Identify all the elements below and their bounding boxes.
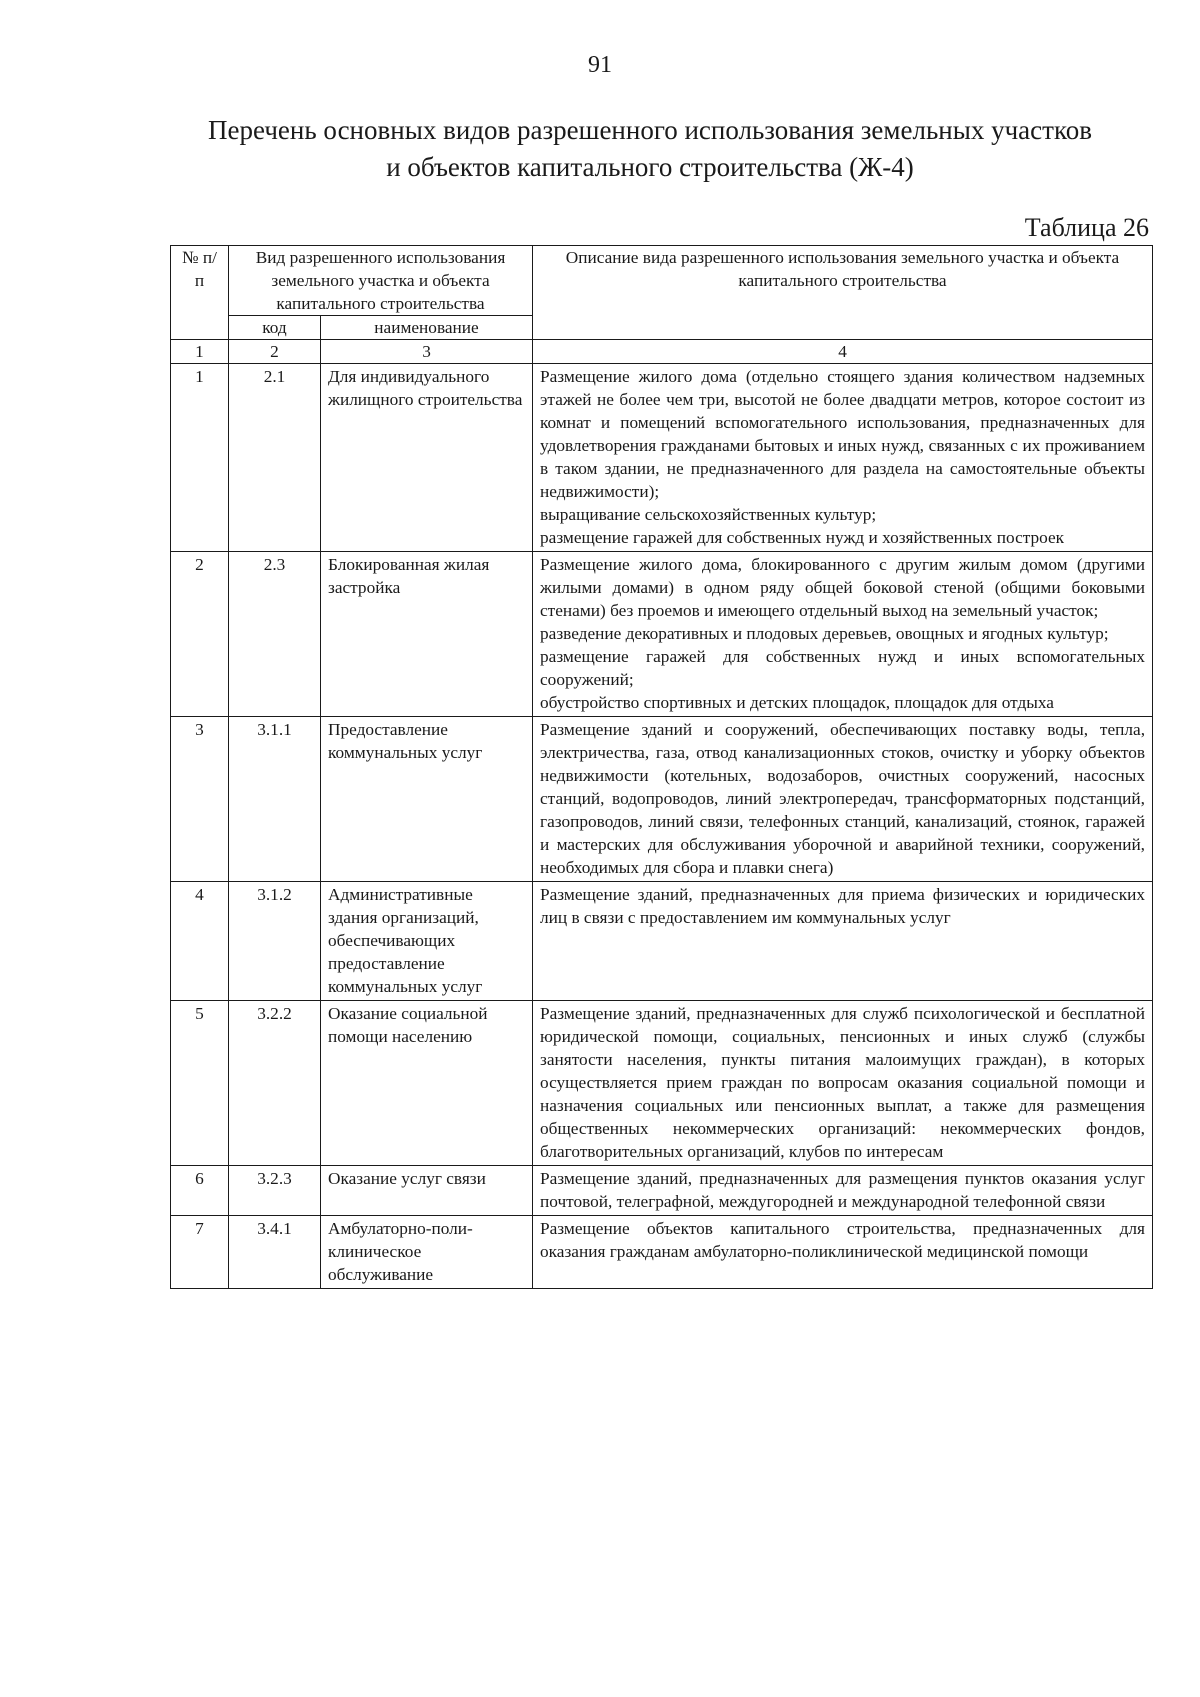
row-name: Блокированная жилая застройка bbox=[321, 552, 533, 717]
header-number: № п/п bbox=[171, 246, 229, 340]
description-paragraph: обустройство спортивных и детских площадок, площадок для отдыха bbox=[540, 693, 1054, 712]
row-number: 3 bbox=[171, 717, 229, 882]
description-paragraph: Размещение зданий, предназначенных для приема физических и юридических лиц в связи с предоставлением им коммунальных услуг bbox=[540, 885, 1146, 927]
header-type-group: Вид разрешенного использования земельного участка и объекта капитального строительства bbox=[229, 246, 533, 316]
row-description bbox=[533, 364, 1153, 552]
description-paragraph: Размещение зданий, предназначенных для служб психологической и бесплатной юридической помощи, социальных, пенсионных и иных служб (службы занятости населения, пункты питания малоимущих граждан), в которых осуществляется прием граждан по вопросам оказания социальной помощи и назначения социальных или пенсионных выплат, а также для размещения общественных некоммерческих организаций: некоммерческих фондов, благотворительных организаций, клубов по интересам bbox=[540, 1004, 1146, 1161]
table-row bbox=[171, 364, 1153, 552]
description-paragraph: Размещение объектов капитального строительства, предназначенных для оказания гражданам амбулаторно-поликлинической медицинской помощи bbox=[540, 1219, 1146, 1261]
table-row bbox=[171, 1216, 1153, 1289]
header-code: код bbox=[229, 316, 321, 340]
table-caption: Таблица 26 bbox=[1024, 213, 1149, 242]
row-number: 4 bbox=[171, 882, 229, 1001]
row-description bbox=[533, 1001, 1153, 1166]
row-code: 2.3 bbox=[229, 552, 321, 717]
column-number: 1 bbox=[171, 340, 229, 364]
description-paragraph: разведение декоративных и плодовых деревьев, овощных и ягодных культур; bbox=[540, 624, 1109, 643]
row-number: 7 bbox=[171, 1216, 229, 1289]
title-line-1: Перечень основных видов разрешенного использования земельных участков bbox=[208, 115, 1092, 145]
row-name: Амбулаторно-поли-клиническое обслуживание bbox=[321, 1216, 533, 1289]
table-row bbox=[171, 1001, 1153, 1166]
header-name: наименование bbox=[321, 316, 533, 340]
description-paragraph: Размещение зданий и сооружений, обеспечивающих поставку воды, тепла, электричества, газа, отвод канализационных стоков, очистку и уборку объектов недвижимости (котельных, водозаборов, очистных сооружений, насосных станций, водопроводов, линий электропередач, трансформаторных подстанций, газопроводов, линий связи, телефонных станций, канализаций, стоянок, гаражей и мастерских для обслуживания уборочной и аварийной техники, сооружений, необходимых для сбора и плавки снега) bbox=[540, 720, 1146, 877]
row-code: 3.1.1 bbox=[229, 717, 321, 882]
table-row bbox=[171, 717, 1153, 882]
header-description: Описание вида разрешенного использования земельного участка и объекта капитального строительства bbox=[533, 246, 1153, 340]
column-number: 2 bbox=[229, 340, 321, 364]
row-description bbox=[533, 552, 1153, 717]
land-use-table bbox=[170, 245, 1153, 1289]
page-number: 91 bbox=[588, 52, 612, 78]
row-number: 6 bbox=[171, 1166, 229, 1216]
description-paragraph: размещение гаражей для собственных нужд и иных вспомогательных сооружений; bbox=[540, 647, 1146, 689]
column-number: 4 bbox=[533, 340, 1153, 364]
description-paragraph: Размещение зданий, предназначенных для размещения пунктов оказания услуг почтовой, телеграфной, междугородней и международной телефонной связи bbox=[540, 1169, 1146, 1211]
row-description bbox=[533, 717, 1153, 882]
row-number: 5 bbox=[171, 1001, 229, 1166]
row-name: Оказание социальной помощи населению bbox=[321, 1001, 533, 1166]
description-paragraph: Размещение жилого дома (отдельно стоящего здания количеством надземных этажей не более чем три, высотой не более двадцати метров, которое состоит из комнат и помещений вспомогательного использования, предназначенных для удовлетворения гражданами бытовых и иных нужд, связанных с их проживанием в таком здании, не предназначенного для раздела на самостоятельные объекты недвижимости); bbox=[540, 367, 1146, 501]
row-name: Оказание услуг связи bbox=[321, 1166, 533, 1216]
description-paragraph: выращивание сельскохозяйственных культур; bbox=[540, 505, 877, 524]
description-paragraph: Размещение жилого дома, блокированного с другим жилым домом (другими жилыми домами) в одном ряду общей боковой стеной (общими боковыми стенами) без проемов и имеющего отдельный выход на земельный участок; bbox=[540, 555, 1146, 620]
table-row bbox=[171, 882, 1153, 1001]
row-code: 2.1 bbox=[229, 364, 321, 552]
row-code: 3.4.1 bbox=[229, 1216, 321, 1289]
column-numbers-row bbox=[171, 340, 1153, 364]
column-number: 3 bbox=[321, 340, 533, 364]
table-row bbox=[171, 1166, 1153, 1216]
table-row bbox=[171, 552, 1153, 717]
title-line-2: и объектов капитального строительства (Ж-4) bbox=[386, 152, 914, 182]
row-number: 2 bbox=[171, 552, 229, 717]
row-description bbox=[533, 1166, 1153, 1216]
row-name: Административные здания организаций, обеспечивающих предоставление коммунальных услуг bbox=[321, 882, 533, 1001]
row-code: 3.1.2 bbox=[229, 882, 321, 1001]
row-code: 3.2.3 bbox=[229, 1166, 321, 1216]
row-name: Для индивидуального жилищного строительства bbox=[321, 364, 533, 552]
row-code: 3.2.2 bbox=[229, 1001, 321, 1166]
row-number: 1 bbox=[171, 364, 229, 552]
description-paragraph: размещение гаражей для собственных нужд и хозяйственных построек bbox=[540, 528, 1065, 547]
row-description bbox=[533, 882, 1153, 1001]
document-title bbox=[170, 112, 1130, 186]
row-description bbox=[533, 1216, 1153, 1289]
row-name: Предоставление коммунальных услуг bbox=[321, 717, 533, 882]
